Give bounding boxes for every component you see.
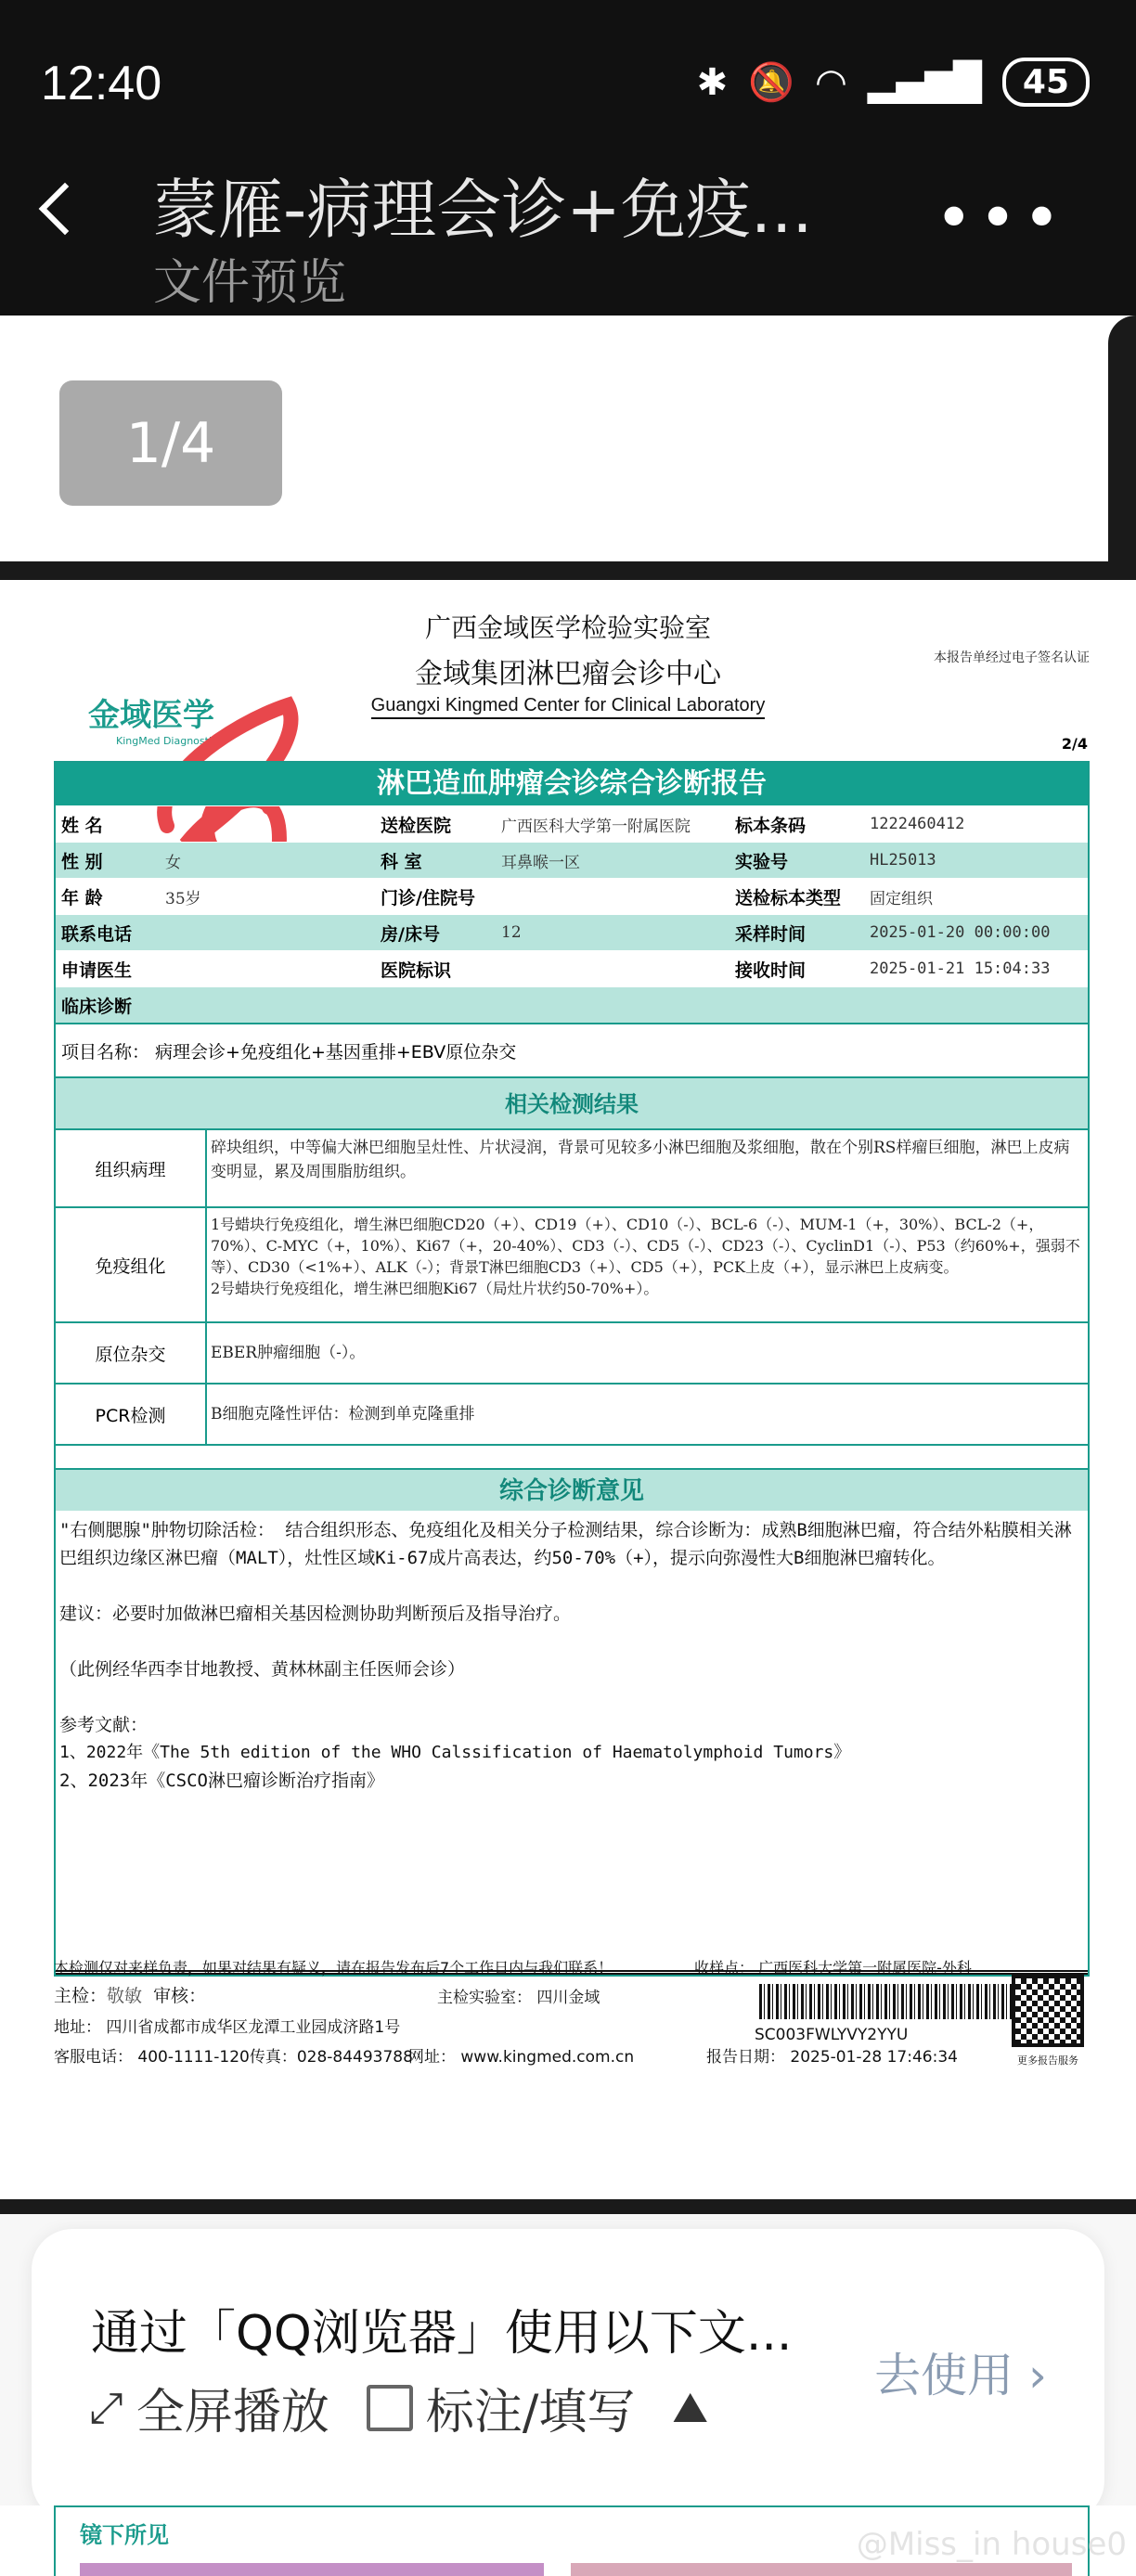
result-text: 1号蜡块行免疫组化，增生淋巴细胞CD20（+）、CD19（+）、CD10（-）、BCL-6（-）、MUM-1（+，30%）、BCL-2（+，70%）、C-MYC（+，10%）、Ki67（+，20-40%）、CD3（-）、CD5（-）、CD23（-）、CyclinD1（-）、P53（约60%+，强弱不等）、CD30（<1%+）、ALK（-）；背景T淋巴细胞CD3（+）、CD5（+），PCK上皮（+），显示淋巴上皮病变。 2号蜡块行免疫组化，增生淋巴细胞Ki67（局灶片状约50-70%+）。 <box>211 1216 1080 1297</box>
cell: 2025-01-20 00:00:00 <box>870 923 1051 942</box>
result-row <box>56 1128 1088 1206</box>
result-label: 组织病理 <box>56 1130 207 1206</box>
diagnosis-line: 建议：必要时加做淋巴瘤相关基因检测协助判断预后及指导治疗。 <box>59 1604 572 1624</box>
diagnosis-line: 2、2023年《CSCO淋巴瘤诊断治疗指南》 <box>59 1771 384 1791</box>
wifi-icon: ◠ <box>814 60 847 104</box>
website: 网址： www.kingmed.com.cn <box>408 2048 635 2067</box>
info-row <box>56 914 1088 950</box>
spacer-row <box>56 1444 1088 1468</box>
cell: 姓 名 <box>61 815 103 836</box>
cell: 采样时间 <box>735 923 807 945</box>
image-icon: ⛰ <box>672 2381 708 2432</box>
qr-code[interactable] <box>1012 1975 1084 2047</box>
diagnosis-line: 1、2022年《The 5th edition of the WHO Calssification of Haematolymphoid Tumors》 <box>59 1743 851 1762</box>
info-row <box>56 950 1088 986</box>
cell: 临床诊断 <box>61 996 133 1017</box>
cell: 门诊/住院号 <box>381 887 475 908</box>
qr-caption: 更多报告服务 <box>1017 2054 1078 2067</box>
microscopy-image <box>80 2563 544 2576</box>
open-with-banner <box>32 2229 1104 2521</box>
cell: 2025-01-21 15:04:33 <box>870 960 1051 978</box>
cell: 标本条码 <box>735 815 807 836</box>
bluetooth-icon: ✱ <box>696 60 729 104</box>
cell: 联系电话 <box>61 923 133 945</box>
image-action-button[interactable] <box>672 2373 708 2442</box>
lab-name: 广西金域医学检验实验室 <box>424 612 711 643</box>
logo-subtext: KingMed Diagnostics <box>116 735 223 747</box>
cell: 房/床号 <box>381 923 440 945</box>
cell: 广西医科大学第一附属医院 <box>501 817 691 836</box>
annotate-button[interactable] <box>367 2373 636 2442</box>
cell: 1222460412 <box>870 815 965 833</box>
cell: HL25013 <box>870 851 936 869</box>
barcode-text: SC003FWLYVY2YYU <box>755 2026 909 2044</box>
cell: 12 <box>501 923 522 942</box>
cell: 实验号 <box>735 851 789 872</box>
back-icon[interactable] <box>39 183 92 236</box>
status-time: 12:40 <box>41 57 162 110</box>
annotate-label: 标注/填写 <box>425 2385 636 2441</box>
cell: 送检医院 <box>381 815 452 836</box>
cell: 耳鼻喉一区 <box>501 853 580 872</box>
mute-icon: 🔕 <box>748 61 794 104</box>
app-header <box>0 0 1136 316</box>
result-text: 碎块组织，中等偏大淋巴细胞呈灶性、片状浸润，背景可见较多小淋巴细胞及浆细胞，散在个别RS样瘤巨细胞，淋巴上皮病变明显，累及周围脂肪组织。 <box>211 1139 1070 1181</box>
result-label: 原位杂交 <box>56 1323 207 1383</box>
esign-note: 本报告单经过电子签名认证 <box>934 650 1090 665</box>
microscopy-label: 镜下所见 <box>80 2522 169 2548</box>
logo-text: 金域医学 <box>88 697 214 734</box>
results-heading: 相关检测结果 <box>56 1076 1088 1128</box>
result-text: EBER肿瘤细胞（-）。 <box>211 1344 366 1362</box>
report-table <box>54 761 1090 1977</box>
file-subtitle: 文件预览 <box>153 255 347 311</box>
result-row <box>56 1321 1088 1383</box>
info-row <box>56 805 1088 842</box>
cell: 医院标识 <box>381 960 452 981</box>
use-button[interactable] <box>874 2338 1047 2405</box>
promo-actions <box>89 2373 708 2442</box>
status-icons <box>697 58 1090 107</box>
microscopy-image <box>571 2563 1072 2576</box>
english-name-text: Guangxi Kingmed Center for Clinical Laboratory <box>371 695 766 719</box>
info-row <box>56 986 1088 1023</box>
fullscreen-play-button[interactable] <box>89 2373 329 2442</box>
report-page-number: 2/4 <box>1061 735 1088 753</box>
diagnosis-line: "右侧腮腺"肿物切除活检： 结合组织形态、免疫组化及相关分子检测结果，综合诊断为：成熟B细胞淋巴瘤，符合结外粘膜相关淋巴组织边缘区淋巴瘤（MALT），灶性区域Ki-67成片高表达，约50-70%（+），提示向弥漫性大B细胞淋巴瘤转化。 <box>59 1520 1072 1568</box>
promo-title: 通过「QQ浏览器」使用以下文... <box>91 2306 793 2362</box>
info-row <box>56 878 1088 914</box>
info-row <box>56 842 1088 878</box>
document-page[interactable] <box>0 580 1136 2199</box>
diagnosis-heading: 综合诊断意见 <box>56 1468 1088 1511</box>
signal-icon: ▂▄▆█ <box>867 60 982 104</box>
result-label: 免疫组化 <box>56 1208 207 1321</box>
cell: 固定组织 <box>870 889 933 908</box>
cell: 送检标本类型 <box>735 887 842 908</box>
battery-icon: 45 <box>1002 58 1090 107</box>
cell: 科 室 <box>381 851 422 872</box>
cell: 申请医生 <box>61 960 133 981</box>
fullscreen-label: 全屏播放 <box>136 2385 329 2441</box>
result-row <box>56 1206 1088 1321</box>
main-lab: 主检实验室： 四川金域 <box>437 1989 600 2007</box>
reviewer <box>54 1982 206 2007</box>
result-label: PCR检测 <box>56 1385 207 1444</box>
reviewer-signature: 敬敏 <box>107 1986 143 2006</box>
divider <box>0 561 1136 580</box>
reviewer-label: 主检： <box>54 1986 108 2006</box>
auditor-label: 审核： <box>153 1986 207 2006</box>
report-banner: 淋巴造血肿瘤会诊综合诊断报告 <box>56 763 1088 805</box>
cell: 接收时间 <box>735 960 807 981</box>
more-options-icon[interactable]: ••• <box>935 180 1066 256</box>
edit-icon <box>367 2385 413 2431</box>
result-text: B细胞克隆性评估：检测到单克隆重排 <box>211 1405 475 1423</box>
service-phone: 客服电话： 400-1111-120传真：028-84493788 <box>54 2048 413 2067</box>
cell: 女 <box>165 853 181 872</box>
diagnosis-line: （此例经华西李甘地教授、黄林林副主任医师会诊） <box>59 1659 466 1680</box>
use-label: 去使用 <box>874 2349 1014 2402</box>
cell: 年 龄 <box>61 887 103 908</box>
cell: 性 别 <box>61 851 103 872</box>
preview-toolbar <box>0 316 1136 561</box>
diagnosis-line: 参考文献： <box>59 1715 148 1735</box>
cell: 35岁 <box>165 889 201 908</box>
collection-point: 收样点： 广西医科大学第一附属医院-外科 <box>694 1959 972 1977</box>
center-name: 金域集团淋巴瘤会诊中心 <box>415 658 721 690</box>
watermark: @Miss_in house0 <box>856 2526 1127 2563</box>
disclaimer: 本检测仅对来样负责，如果对结果有疑义，请在报告发布后7个工作日内与我们联系！ <box>54 1959 613 1977</box>
file-title: 蒙雁-病理会诊+免疫... <box>153 172 813 248</box>
divider <box>0 2199 1136 2214</box>
page-indicator: 1/4 <box>59 380 282 506</box>
diagnosis-body <box>56 1511 1088 1975</box>
address: 地址： 四川省成都市成华区龙潭工业园成济路1号 <box>54 2018 401 2037</box>
fullscreen-icon: ⤢ <box>89 2381 123 2432</box>
chevron-right-icon: › <box>1028 2349 1047 2402</box>
item-name: 项目名称： 病理会诊+免疫组化+基因重排+EBV原位杂交 <box>56 1023 1088 1076</box>
report-date: 报告日期： 2025-01-28 17:46:34 <box>706 2048 958 2067</box>
result-row <box>56 1383 1088 1444</box>
side-handle[interactable] <box>1108 316 1136 594</box>
